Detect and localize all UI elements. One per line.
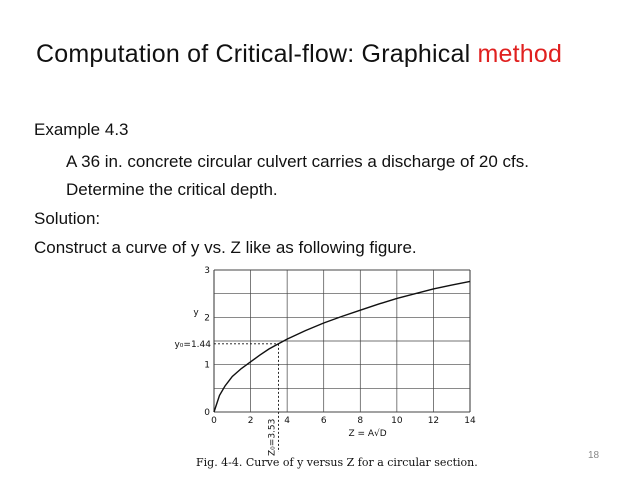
y-vs-z-curve <box>214 281 470 412</box>
example-label: Example 4.3 <box>34 120 129 139</box>
x-tick-label: 6 <box>320 416 327 426</box>
y-tick-label: 0 <box>204 408 210 418</box>
y-axis-label: y <box>193 307 199 318</box>
x-axis-label: Z = A√D <box>348 429 387 439</box>
y-tick-label: 3 <box>204 266 210 276</box>
figure-caption: Fig. 4-4. Curve of y versus Z for a circular section. <box>196 456 478 469</box>
x-tick-label: 0 <box>211 416 217 426</box>
critical-depth-annotation: y₀=1.44 <box>174 339 211 350</box>
solution-label: Solution: <box>34 209 101 228</box>
y-tick-label: 2 <box>204 313 210 324</box>
x-tick-label: 14 <box>464 416 476 426</box>
y-tick-label: 1 <box>204 360 210 371</box>
slide-title-main: Computation of Critical-flow: Graphical <box>36 40 478 68</box>
critical-z-annotation: Z₀=3.53 <box>267 418 278 456</box>
x-tick-label: 10 <box>391 416 403 426</box>
x-tick-label: 12 <box>427 416 440 426</box>
slide-number: 18 <box>588 450 600 461</box>
problem-line-2: Determine the critical depth. <box>66 180 278 199</box>
slide-title-accent: method <box>477 40 563 68</box>
x-tick-label: 8 <box>357 416 364 426</box>
x-tick-label: 4 <box>284 416 291 426</box>
construct-instruction: Construct a curve of y vs. Z like as following figure. <box>34 238 417 257</box>
problem-line-1: A 36 in. concrete circular culvert carries a discharge of 20 cfs. <box>66 152 529 171</box>
x-tick-label: 2 <box>247 416 254 426</box>
